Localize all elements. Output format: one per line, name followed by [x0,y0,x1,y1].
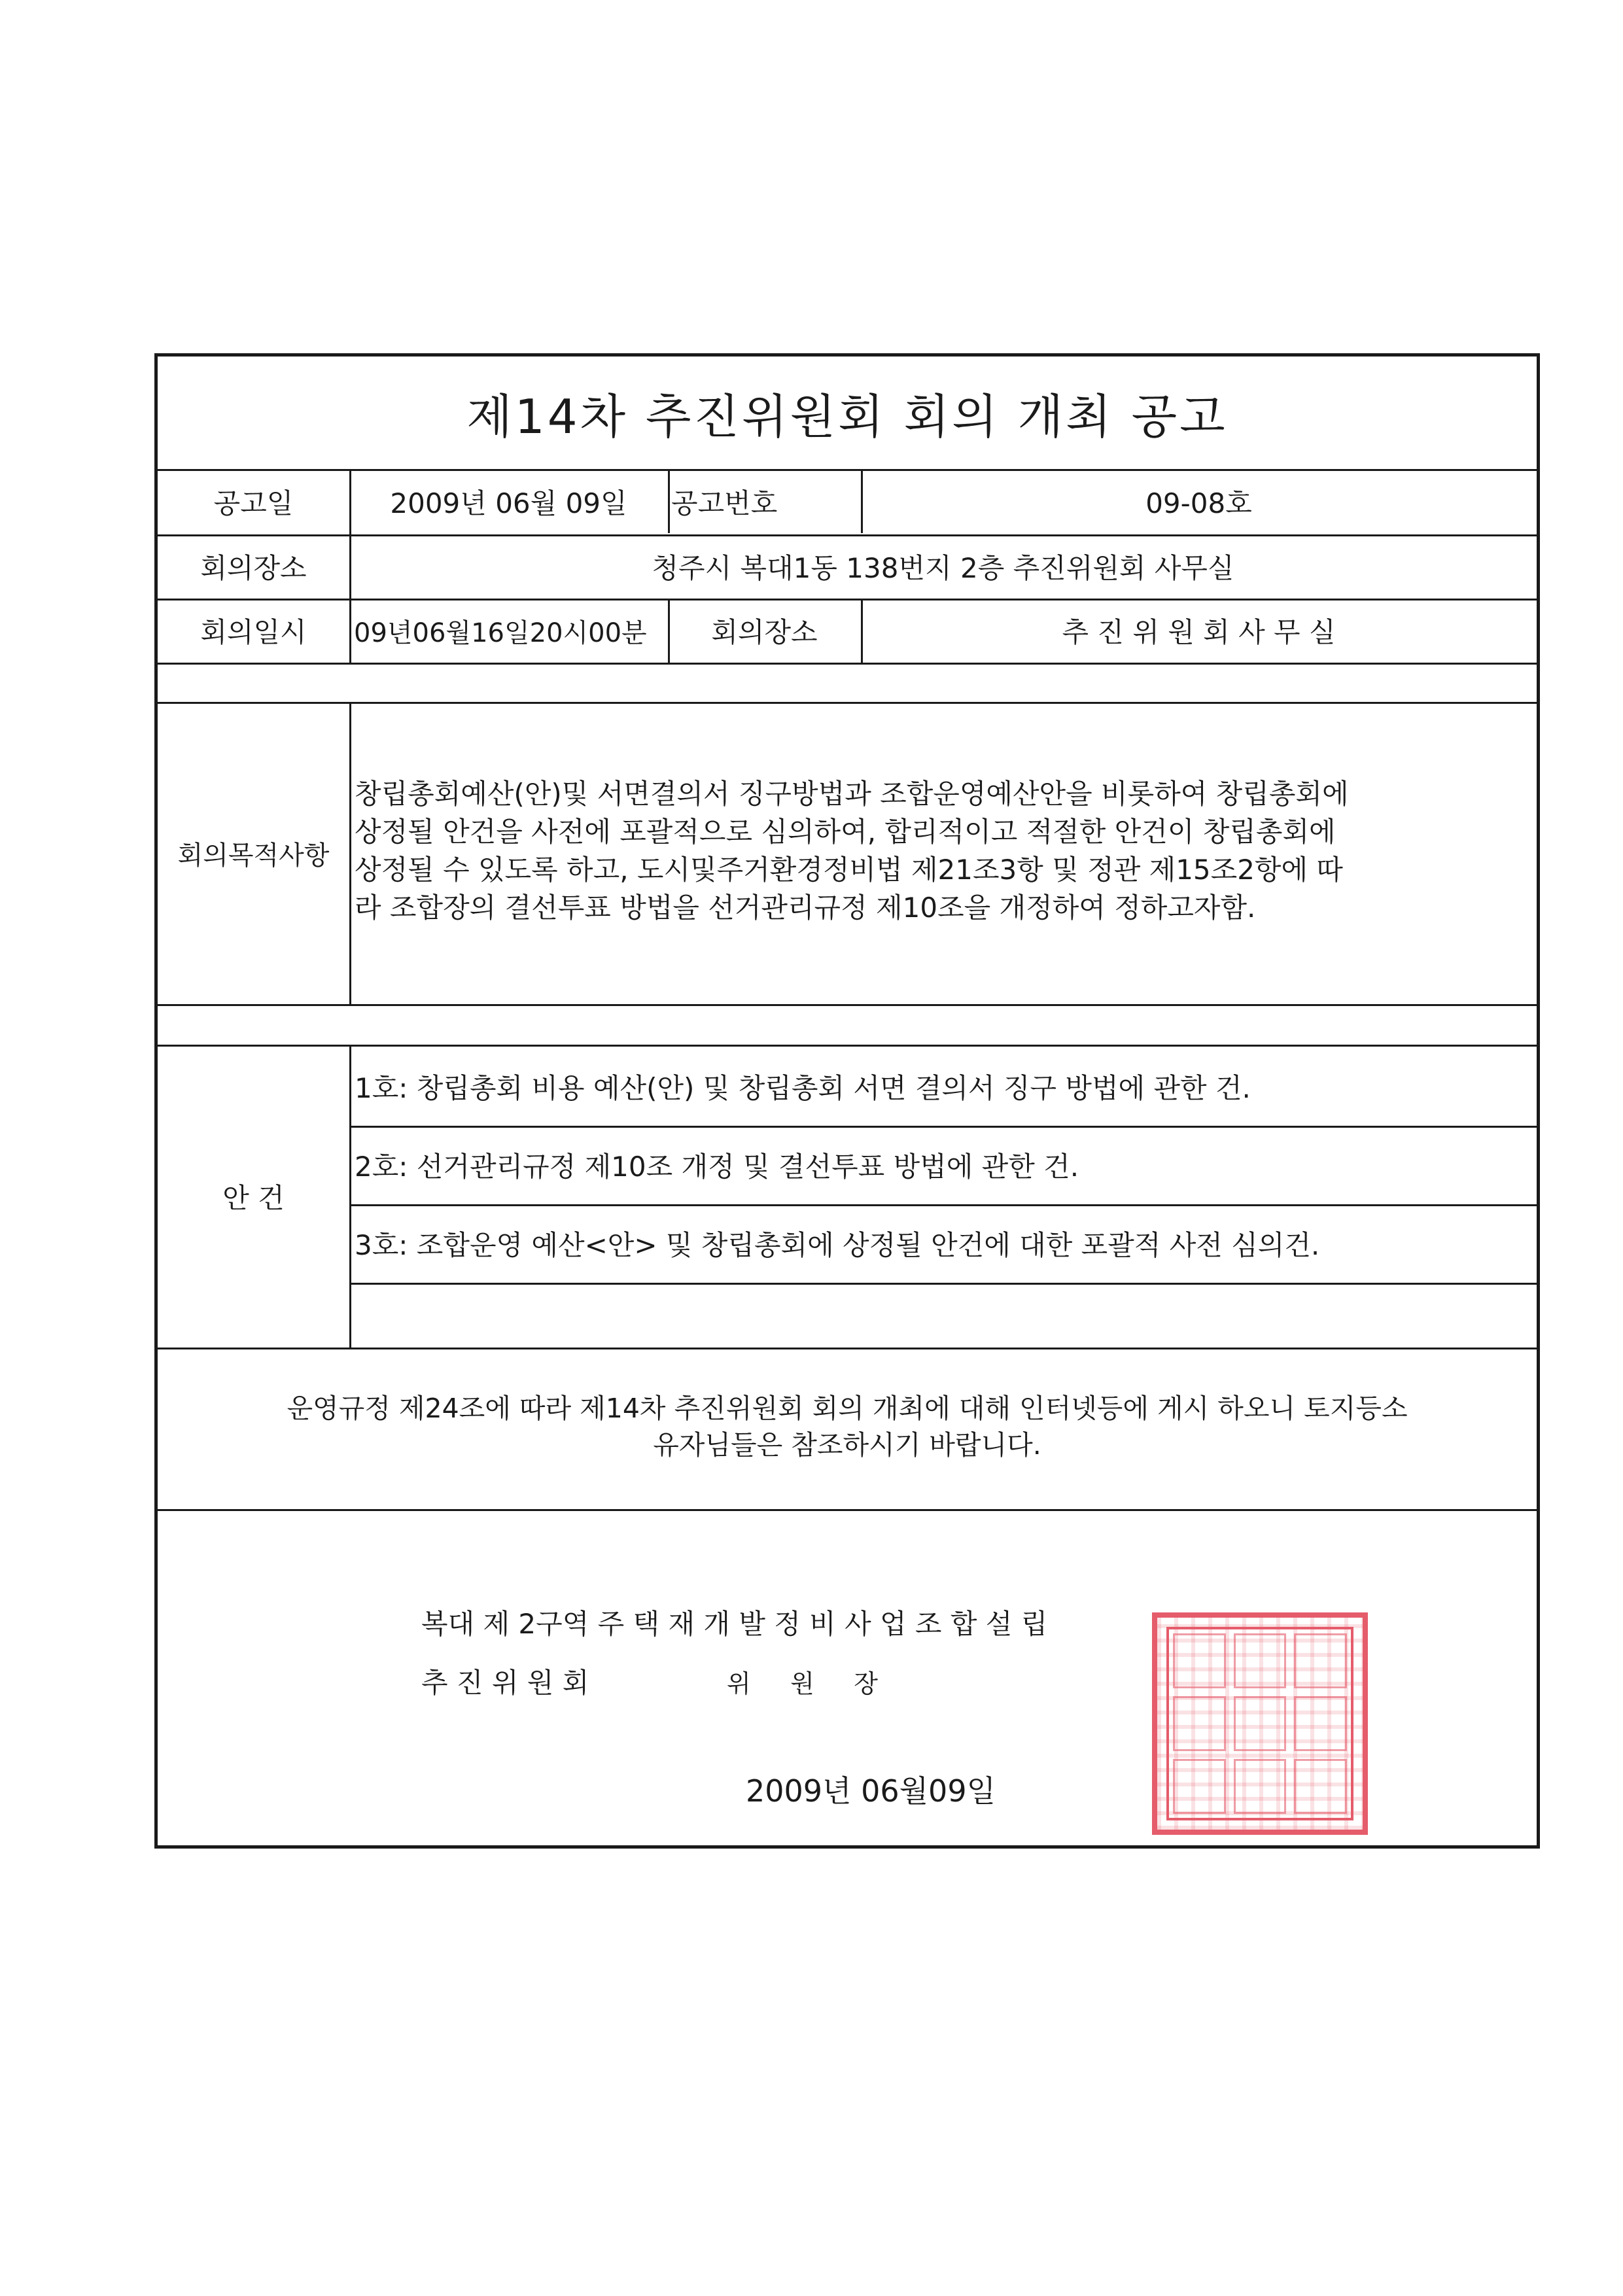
notice-document [154,353,1540,1849]
meeting-place: 청주시 복대1동 138번지 2층 추진위원회 사무실 [652,552,1234,584]
signature-date: 2009년 06월09일 [745,1773,996,1809]
notice-line: 유자님들은 참조하시기 바랍니다. [653,1429,1041,1461]
signature-role: 위 원 장 [727,1669,878,1698]
notice-text [158,1390,1537,1475]
meeting-place-label: 회의장소 [200,552,307,584]
notice-line: 운영규정 제24조에 따라 제14차 추진위원회 회의 개최에 대해 인터넷등에 게시 하오니 토지등소 [287,1393,1408,1424]
divider [668,469,670,533]
notice-number: 09-08호 [1145,487,1252,519]
page-title: 제14차 추진위원회 회의 개최 공고 [466,389,1228,444]
divider [158,1348,1537,1349]
purpose-label: 회의목적사항 [177,840,330,871]
meeting-room-label: 회의장소 [711,616,818,648]
meeting-room: 추 진 위 원 회 사 무 실 [1062,616,1336,648]
meeting-datetime: 09년06월16일20시00분 [354,617,647,648]
notice-number-label: 공고번호 [671,487,778,519]
divider [158,1004,1537,1006]
agenda-label: 안 건 [222,1181,285,1214]
purpose-line: 상정될 수 있도록 하고, 도시및주거환경정비법 제21조3항 및 정관 제15조2항에 따 [355,854,1343,886]
signature-organization: 복대 제 2구역 주 택 재 개 발 정 비 사 업 조 합 설 립 [421,1608,1048,1640]
purpose-text [349,775,1537,932]
divider [158,702,1537,704]
agenda-item: 3호: 조합운영 예산<안> 및 창립총회에 상정될 안건에 대한 포괄적 사전 심의건. [355,1229,1320,1261]
divider [158,1509,1537,1511]
notice-date: 2009년 06월 09일 [390,487,627,519]
purpose-line: 라 조합장의 결선투표 방법을 선거관리규정 제10조을 개정하여 정하고자함. [355,892,1256,924]
divider [349,1283,1537,1285]
meeting-datetime-label: 회의일시 [200,616,307,648]
notice-date-label: 공고일 [213,487,294,519]
agenda-item: 1호: 창립총회 비용 예산(안) 및 창립총회 서면 결의서 징구 방법에 관한 건. [355,1072,1251,1104]
divider [158,1045,1537,1047]
divider [158,663,1537,665]
official-seal-stamp [1152,1612,1368,1835]
agenda-item: 2호: 선거관리규정 제10조 개정 및 결선투표 방법에 관한 건. [355,1151,1079,1183]
purpose-line: 창립총회예산(안)및 서면결의서 징구방법과 조합운영예산안을 비롯하여 창립총회에 [355,778,1349,810]
purpose-line: 상정될 안건을 사전에 포괄적으로 심의하여, 합리적이고 적절한 안건이 창립총회에 [355,816,1336,848]
signature-committee: 추 진 위 원 회 [421,1667,589,1699]
